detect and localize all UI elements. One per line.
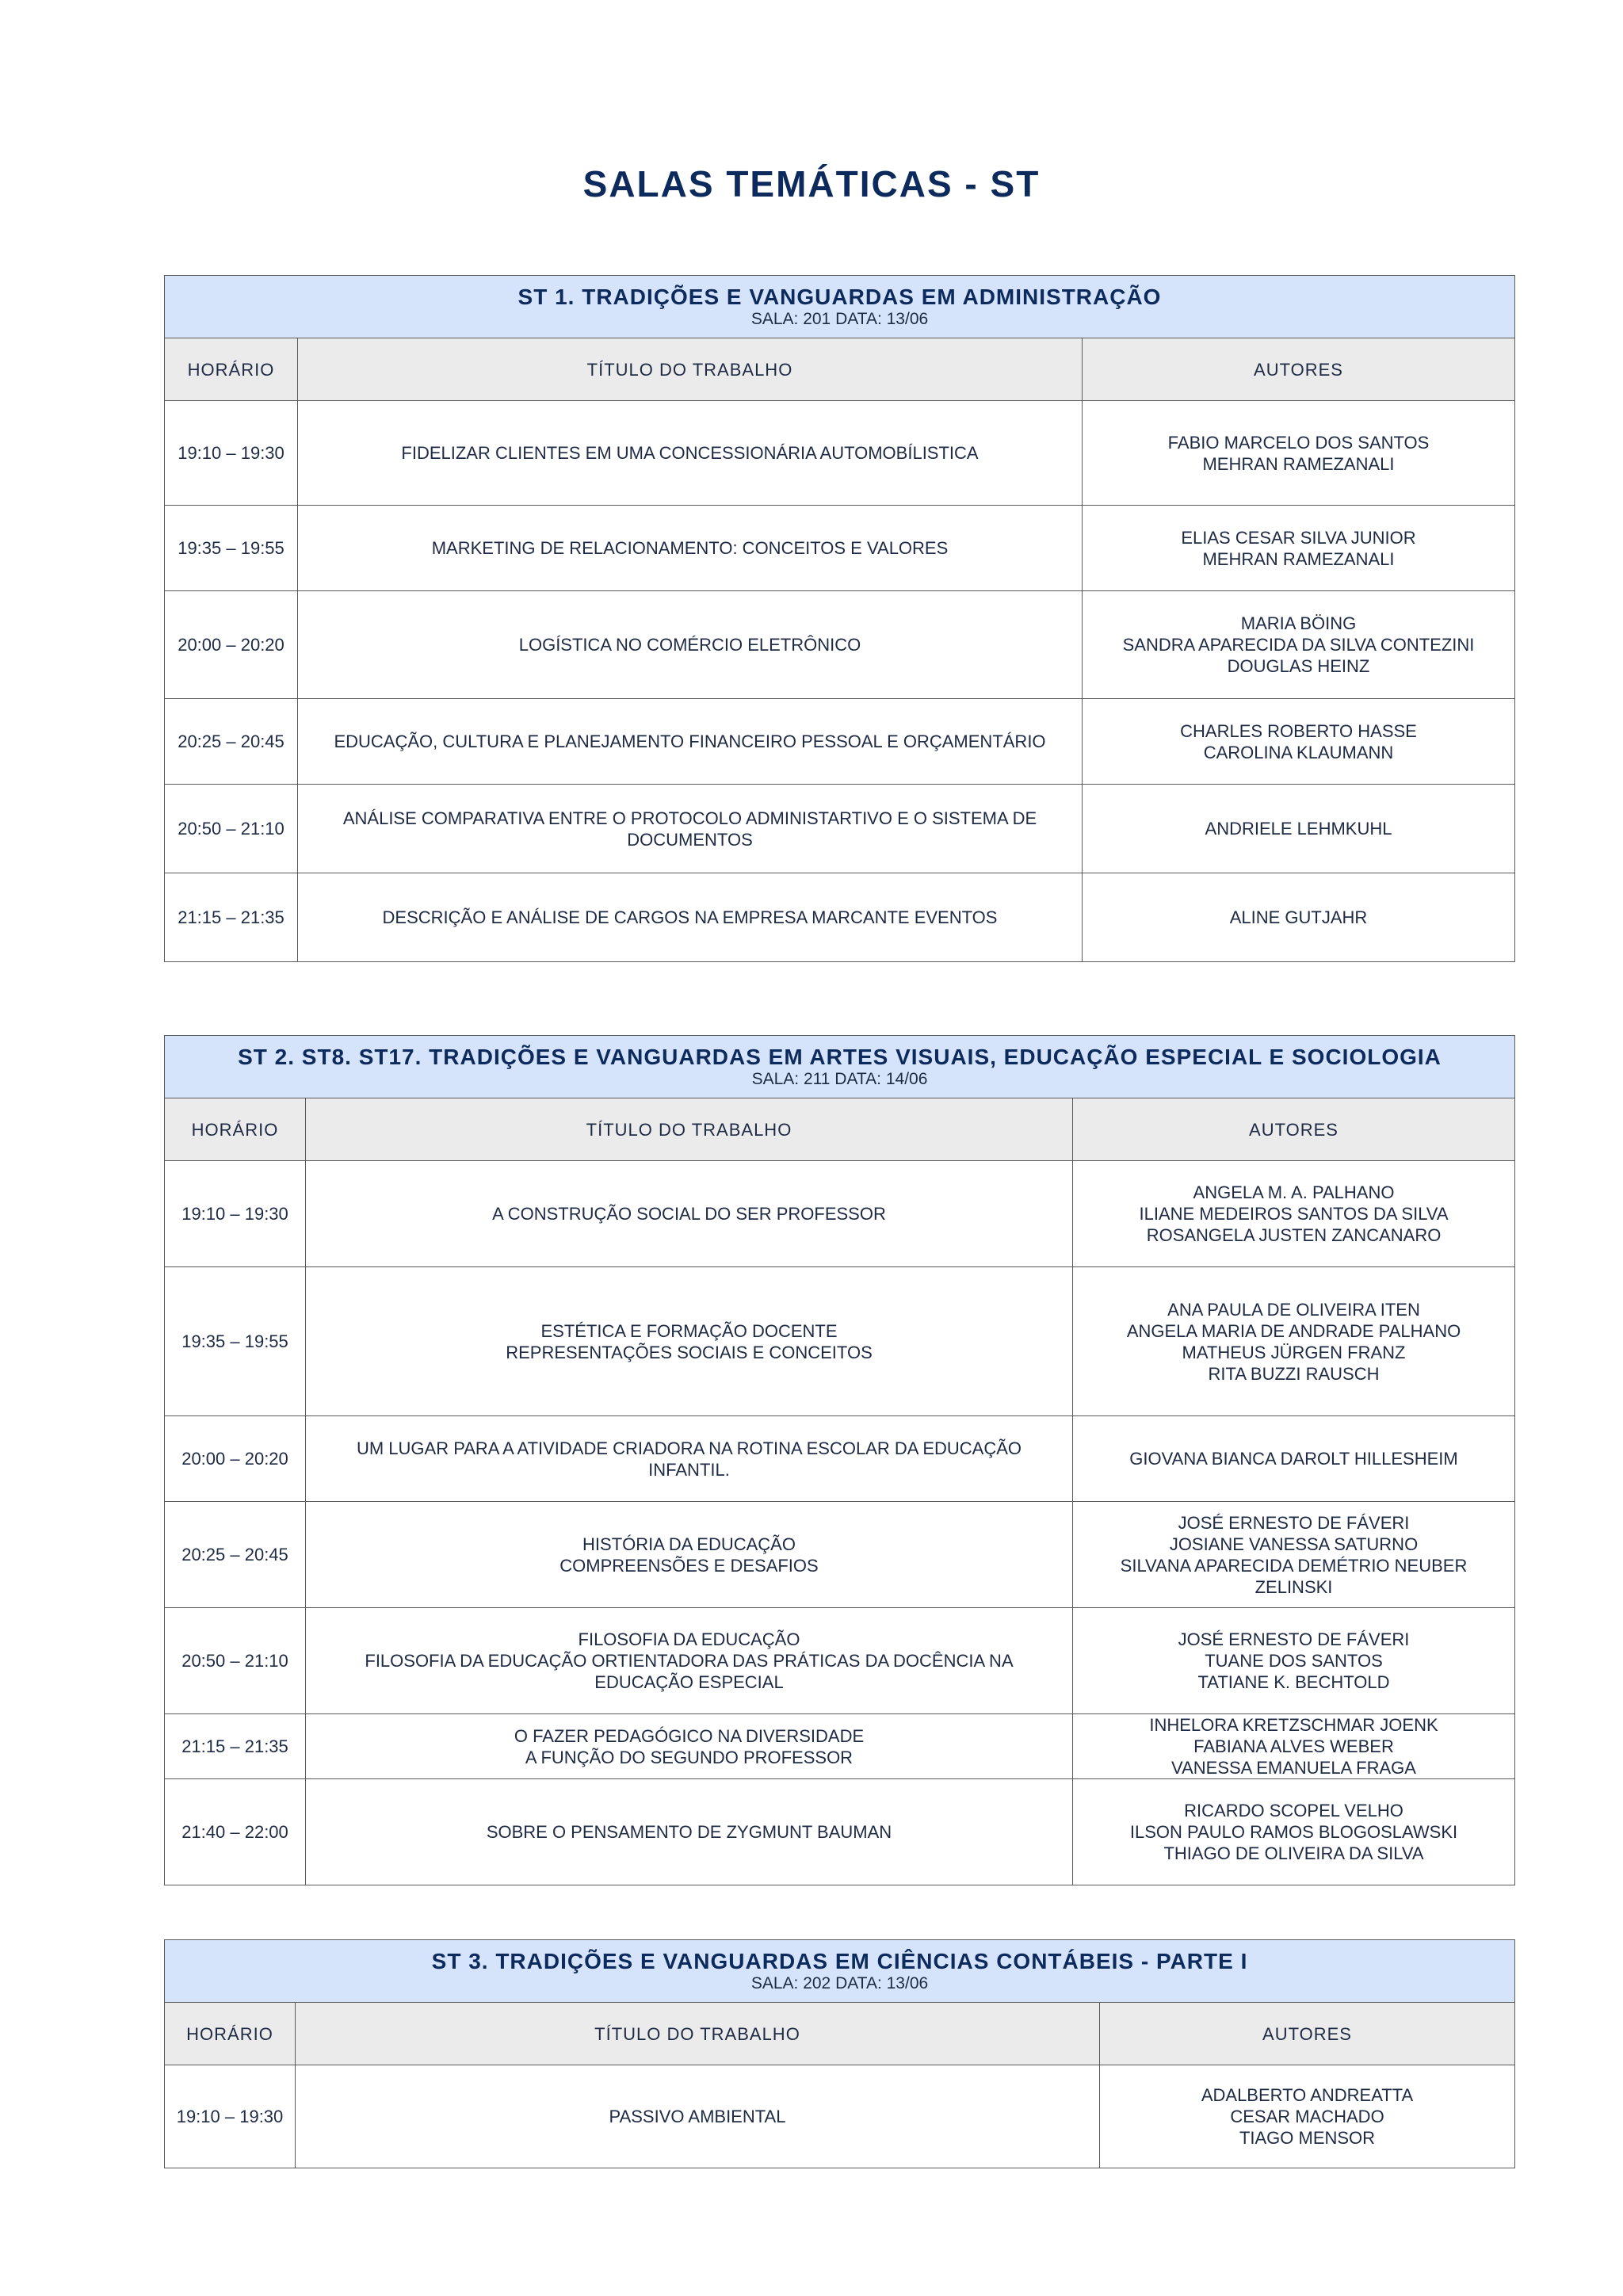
author-name: ANGELA M. A. PALHANO	[1193, 1182, 1395, 1202]
paper-title-line: EDUCAÇÃO, CULTURA E PLANEJAMENTO FINANCEIRO PESSOAL E ORÇAMENTÁRIO	[334, 732, 1046, 751]
st-header	[165, 1940, 1515, 2003]
paper-title-line: DESCRIÇÃO E ANÁLISE DE CARGOS NA EMPRESA MARCANTE EVENTOS	[382, 907, 998, 927]
author-name: JOSÉ ERNESTO DE FÁVERI	[1178, 1629, 1410, 1649]
paper-title-line: PASSIVO AMBIENTAL	[609, 2107, 786, 2126]
paper-title	[306, 1416, 1073, 1502]
table-row	[165, 2065, 1515, 2168]
column-header-authors: AUTORES	[1100, 2003, 1515, 2065]
paper-title-line: SOBRE O PENSAMENTO DE ZYGMUNT BAUMAN	[486, 1822, 892, 1842]
paper-title-line: FILOSOFIA DA EDUCAÇÃO ORTIENTADORA DAS PRÁTICAS DA DOCÊNCIA NA	[365, 1651, 1014, 1671]
paper-title-line: LOGÍSTICA NO COMÉRCIO ELETRÔNICO	[518, 635, 861, 655]
paper-title-line: ESTÉTICA E FORMAÇÃO DOCENTE	[540, 1320, 838, 1341]
author-name: SANDRA APARECIDA DA SILVA CONTEZINI	[1122, 635, 1475, 655]
st-header	[165, 1036, 1515, 1098]
paper-authors	[1073, 1502, 1515, 1608]
column-header-title: TÍTULO DO TRABALHO	[306, 1098, 1073, 1161]
table-row	[165, 873, 1515, 962]
author-name: ALINE GUTJAHR	[1229, 907, 1368, 927]
author-name: ILIANE MEDEIROS SANTOS DA SILVA	[1139, 1204, 1449, 1224]
paper-authors	[1083, 873, 1515, 962]
paper-title	[306, 1161, 1073, 1267]
column-header-time: HORÁRIO	[165, 338, 298, 401]
author-name: FABIANA ALVES WEBER	[1193, 1736, 1394, 1756]
author-name: MATHEUS JÜRGEN FRANZ	[1182, 1342, 1406, 1362]
table-row	[165, 1779, 1515, 1885]
paper-authors	[1073, 1416, 1515, 1502]
paper-authors	[1083, 591, 1515, 699]
author-name: ANGELA MARIA DE ANDRADE PALHANO	[1126, 1320, 1461, 1341]
paper-authors	[1073, 1714, 1515, 1779]
table-row	[165, 1267, 1515, 1416]
column-header-row	[165, 2003, 1515, 2065]
time-slot: 21:15 – 21:35	[165, 1714, 306, 1779]
paper-title-line: FILOSOFIA DA EDUCAÇÃO	[578, 1629, 800, 1649]
st-title: ST 2. ST8. ST17. TRADIÇÕES E VANGUARDAS EM ARTES VISUAIS, EDUCAÇÃO ESPECIAL E SOCIOLOGIA	[238, 1045, 1442, 1069]
author-name: TUANE DOS SANTOS	[1205, 1651, 1383, 1671]
paper-title	[298, 591, 1083, 699]
table-row	[165, 1502, 1515, 1608]
st-room-date: SALA: 202 DATA: 13/06	[750, 1974, 929, 1992]
time-slot: 20:25 – 20:45	[165, 699, 298, 785]
author-name: GIOVANA BIANCA DAROLT HILLESHEIM	[1129, 1449, 1458, 1469]
table-row	[165, 785, 1515, 873]
author-name: SILVANA APARECIDA DEMÉTRIO NEUBER ZELINSKI	[1120, 1555, 1468, 1597]
paper-title-line: A FUNÇÃO DO SEGUNDO PROFESSOR	[525, 1747, 854, 1767]
author-name: ROSANGELA JUSTEN ZANCANARO	[1146, 1225, 1442, 1245]
st-header	[165, 276, 1515, 338]
time-slot: 19:10 – 19:30	[165, 2065, 296, 2168]
st-title: ST 3. TRADIÇÕES E VANGUARDAS EM CIÊNCIAS CONTÁBEIS - PARTE I	[431, 1949, 1248, 1973]
author-name: TATIANE K. BECHTOLD	[1197, 1672, 1390, 1692]
time-slot: 19:35 – 19:55	[165, 506, 298, 591]
time-slot: 19:35 – 19:55	[165, 1267, 306, 1416]
author-name: MARIA BÖING	[1240, 613, 1357, 633]
author-name: ANA PAULA DE OLIVEIRA ITEN	[1167, 1299, 1420, 1320]
author-name: VANESSA EMANUELA FRAGA	[1171, 1758, 1416, 1778]
author-name: RITA BUZZI RAUSCH	[1208, 1363, 1380, 1384]
author-name: MEHRAN RAMEZANALI	[1202, 453, 1395, 474]
paper-title	[306, 1779, 1073, 1885]
author-name: FABIO MARCELO DOS SANTOS	[1167, 432, 1430, 453]
paper-authors	[1073, 1608, 1515, 1714]
column-header-row	[165, 1098, 1515, 1161]
author-name: ADALBERTO ANDREATTA	[1201, 2085, 1414, 2105]
table-row	[165, 1416, 1515, 1502]
time-slot: 21:15 – 21:35	[165, 873, 298, 962]
paper-authors	[1083, 506, 1515, 591]
table-row	[165, 1608, 1515, 1714]
column-header-row	[165, 338, 1515, 401]
paper-title-line: UM LUGAR PARA A ATIVIDADE CRIADORA NA ROTINA ESCOLAR DA EDUCAÇÃO	[356, 1438, 1022, 1458]
paper-title-line: A CONSTRUÇÃO SOCIAL DO SER PROFESSOR	[492, 1204, 886, 1224]
paper-title-line: HISTÓRIA DA EDUCAÇÃO	[582, 1534, 796, 1554]
st-room-date: SALA: 211 DATA: 14/06	[751, 1070, 928, 1088]
paper-title-line: ANÁLISE COMPARATIVA ENTRE O PROTOCOLO ADMINISTARTIVO E O SISTEMA DE	[342, 808, 1037, 828]
paper-title	[298, 506, 1083, 591]
paper-title	[296, 2065, 1100, 2168]
table-row	[165, 506, 1515, 591]
paper-title	[306, 1267, 1073, 1416]
paper-title	[306, 1502, 1073, 1608]
column-header-title: TÍTULO DO TRABALHO	[298, 338, 1083, 401]
author-name: THIAGO DE OLIVEIRA DA SILVA	[1163, 1843, 1424, 1863]
st-header-row	[165, 276, 1515, 338]
time-slot: 20:25 – 20:45	[165, 1502, 306, 1608]
column-header-time: HORÁRIO	[165, 2003, 296, 2065]
time-slot: 19:10 – 19:30	[165, 1161, 306, 1267]
paper-title	[298, 785, 1083, 873]
time-slot: 20:50 – 21:10	[165, 1608, 306, 1714]
paper-title	[306, 1714, 1073, 1779]
table-row	[165, 591, 1515, 699]
st-room-date: SALA: 201 DATA: 13/06	[750, 310, 929, 328]
paper-title-line: DOCUMENTOS	[627, 829, 753, 850]
author-name: CHARLES ROBERTO HASSE	[1180, 720, 1417, 741]
column-header-authors: AUTORES	[1073, 1098, 1515, 1161]
table-row	[165, 401, 1515, 506]
author-name: JOSIANE VANESSA SATURNO	[1169, 1534, 1419, 1554]
author-name: RICARDO SCOPEL VELHO	[1184, 1801, 1403, 1820]
paper-title	[298, 873, 1083, 962]
time-slot: 20:00 – 20:20	[165, 1416, 306, 1502]
paper-title	[298, 401, 1083, 506]
column-header-authors: AUTORES	[1083, 338, 1515, 401]
paper-title	[306, 1608, 1073, 1714]
author-name: MEHRAN RAMEZANALI	[1202, 548, 1395, 569]
st-table	[164, 275, 1515, 962]
paper-title-line: MARKETING DE RELACIONAMENTO: CONCEITOS E VALORES	[431, 538, 949, 558]
paper-title-line: EDUCAÇÃO ESPECIAL	[594, 1672, 784, 1692]
time-slot: 20:00 – 20:20	[165, 591, 298, 699]
author-name: CESAR MACHADO	[1230, 2107, 1384, 2126]
author-name: INHELORA KRETZSCHMAR JOENK	[1149, 1715, 1438, 1735]
paper-title-line: REPRESENTAÇÕES SOCIAIS E CONCEITOS	[506, 1342, 873, 1362]
column-header-time: HORÁRIO	[165, 1098, 306, 1161]
paper-title-line: FIDELIZAR CLIENTES EM UMA CONCESSIONÁRIA AUTOMOBÍLISTICA	[401, 443, 979, 463]
time-slot: 19:10 – 19:30	[165, 401, 298, 506]
author-name: CAROLINA KLAUMANN	[1203, 742, 1394, 762]
author-name: ELIAS CESAR SILVA JUNIOR	[1181, 527, 1416, 548]
paper-authors	[1073, 1779, 1515, 1885]
st-table	[164, 1939, 1515, 2168]
paper-authors	[1073, 1267, 1515, 1416]
paper-authors	[1083, 699, 1515, 785]
paper-title-line: COMPREENSÕES E DESAFIOS	[559, 1555, 819, 1576]
author-name: DOUGLAS HEINZ	[1227, 656, 1370, 676]
author-name: TIAGO MENSOR	[1239, 2128, 1376, 2148]
paper-authors	[1083, 785, 1515, 873]
table-row	[165, 699, 1515, 785]
st-header-row	[165, 1036, 1515, 1098]
table-row	[165, 1161, 1515, 1267]
author-name: ANDRIELE LEHMKUHL	[1205, 819, 1392, 839]
author-name: JOSÉ ERNESTO DE FÁVERI	[1178, 1512, 1410, 1533]
paper-title-line: O FAZER PEDAGÓGICO NA DIVERSIDADE	[514, 1725, 865, 1746]
st-table	[164, 1035, 1515, 1885]
page-title: SALAS TEMÁTICAS - ST	[582, 163, 1041, 204]
st-header-row	[165, 1940, 1515, 2003]
paper-authors	[1073, 1161, 1515, 1267]
table-row	[165, 1714, 1515, 1779]
time-slot: 21:40 – 22:00	[165, 1779, 306, 1885]
column-header-title: TÍTULO DO TRABALHO	[296, 2003, 1100, 2065]
st-title: ST 1. TRADIÇÕES E VANGUARDAS EM ADMINISTRAÇÃO	[517, 285, 1162, 309]
paper-authors	[1100, 2065, 1515, 2168]
paper-authors	[1083, 401, 1515, 506]
author-name: ILSON PAULO RAMOS BLOGOSLAWSKI	[1129, 1822, 1458, 1842]
paper-title	[298, 699, 1083, 785]
time-slot: 20:50 – 21:10	[165, 785, 298, 873]
paper-title-line: INFANTIL.	[648, 1459, 730, 1480]
